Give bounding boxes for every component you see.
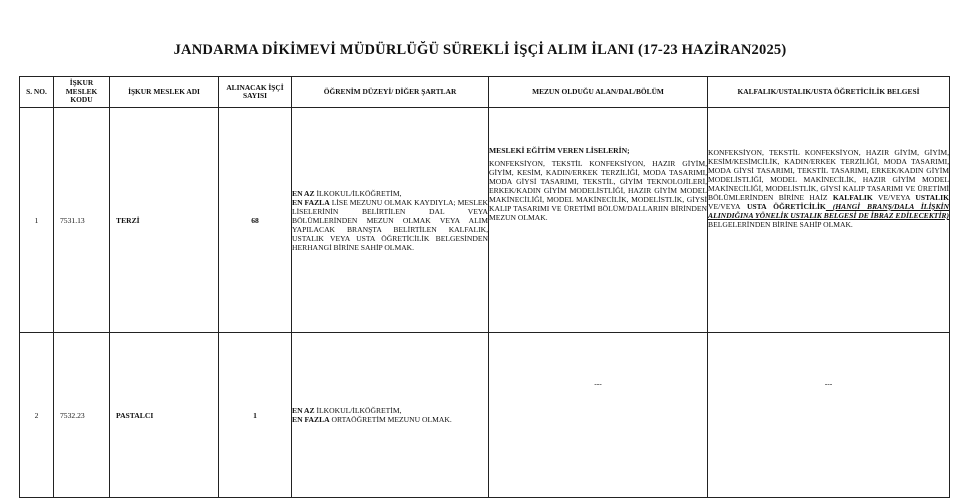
education-min-text: İLKOKUL/İLKÖĞRETİM,	[314, 406, 402, 415]
header-sno: S. NO.	[20, 77, 54, 108]
row-name: PASTALCI	[110, 333, 219, 498]
header-code: İŞKUR MESLEK KODU	[54, 77, 110, 108]
row-certificate	[708, 108, 950, 333]
document-title: JANDARMA DİKİMEVİ MÜDÜRLÜĞÜ SÜREKLİ İŞÇİ ALIM İLANI (17-23 HAZİRAN2025)	[173, 42, 787, 58]
certificate-text	[708, 148, 949, 229]
education-max-label: EN FAZLA	[292, 415, 330, 424]
certificate-tail: BELGELERİNDEN BİRİNE SAHİP OLMAK.	[708, 220, 853, 229]
row-sno: 2	[20, 333, 54, 498]
education-line-1	[292, 406, 488, 415]
header-graduation: MEZUN OLDUĞU ALAN/DAL/BÖLÜM	[489, 77, 708, 108]
row-name: TERZİ	[110, 108, 219, 333]
row-code: 7531.13	[54, 108, 110, 333]
header-name: İŞKUR MESLEK ADI	[110, 77, 219, 108]
certificate-usta-ogreticilik: USTA ÖĞRETİCİLİK	[746, 202, 826, 211]
education-min-label: EN AZ	[292, 406, 315, 415]
education-line-2	[292, 198, 488, 252]
row-count: 1	[219, 333, 292, 498]
job-posting-table	[19, 76, 950, 498]
row-graduation: ---	[489, 333, 708, 498]
header-education: ÖĞRENİM DÜZEYİ/ DİĞER ŞARTLAR	[292, 77, 489, 108]
certificate-conj-2: VE/VEYA	[708, 202, 747, 211]
certificate-note: (HANGİ BRANŞ/DALA İLİŞKİN ALINDIĞINA YÖNELİK USTALIK BELGESİ DE İBRAZ EDİLECEKTİR)	[708, 202, 949, 220]
row-count: 68	[219, 108, 292, 333]
row-certificate: ---	[708, 333, 950, 498]
education-max-text: ORTAÖĞRETİM MEZUNU OLMAK.	[329, 415, 452, 424]
row-education	[292, 108, 489, 333]
header-row	[20, 77, 950, 108]
header-count: ALINACAK İŞÇİ SAYISI	[219, 77, 292, 108]
row-code: 7532.23	[54, 333, 110, 498]
graduation-heading: MESLEKİ EĞİTİM VEREN LİSELERİN;	[489, 146, 630, 155]
certificate-ustalik: USTALIK	[915, 193, 949, 202]
education-max-text: LİSE MEZUNU OLMAK KAYDIYLA; MESLEK LİSELERİNİN BELİRTİLEN DAL VEYA BÖLÜMLERİNDEN MEZUN OLMAK VEYA ALIM YAPILACAK BRANŞTA BELİRTİLEN KALFALIK, USTALIK VEYA USTA ÖĞRETİCİLİK BELGESİNDEN HERHANGİ BİRİNE SAHİP OLMAK.	[292, 197, 488, 252]
certificate-conj-1: VE/VEYA	[872, 193, 916, 202]
row-sno: 1	[20, 108, 54, 333]
education-line-2	[292, 415, 488, 424]
certificate-kalfalik: KALFALIK	[832, 193, 873, 202]
education-min-text: İLKOKUL/İLKÖĞRETİM,	[314, 188, 402, 198]
row-education	[292, 333, 489, 498]
education-line-1	[292, 189, 488, 198]
row-graduation	[489, 108, 708, 333]
table-row	[20, 108, 950, 333]
table-row	[20, 333, 950, 498]
education-max-label: EN FAZLA	[292, 197, 330, 207]
header-certificate: KALFALIK/USTALIK/USTA ÖĞRETİCİLİK BELGESİ	[708, 77, 950, 108]
education-min-label: EN AZ	[292, 188, 315, 198]
graduation-body: KONFEKSİYON, TEKSTİL KONFEKSİYON, HAZIR GİYİM, GİYİM, KESİM, KADIN/ERKEK TERZİLİĞİ, MODA TASARIMI, MODA GİYSİ TASARIMI, TEKSTİL, GİYİM TEKNOLOJİLERİ, ERKEK/KADIN GİYİM MODELİSTLİĞİ, HAZIR GİYİM MODEL MAKİNECİLİĞİ, MODEL MAKİNECİLİK, MODELİSTLİK, GİYSİ KALIP TASARIMI VE ÜRETİMİ BÖLÜM/DALLARIIN BİRİNDEN MEZUN OLMAK.	[489, 159, 707, 222]
certificate-fields: KONFEKSİYON, TEKSTİL KONFEKSİYON, HAZIR GİYİM, GİYİM, KESİM/KESİMCİLİK, KADIN/ERKEK TERZİLİĞİ, MODA TASARIMI, MODA GİYSİ TASARIMI, TEKSTİL TASARIMI, ERKEK/KADIN GİYİM MODELİSTLİĞİ, MODEL MAKİNECİLİK, HAZIR GİYİM MODEL MAKİNECİLİĞİ, MODELİSTLİK, GİYSİ KALIP TASARIMI VE ÜRETİMİ BÖLÜMLERİNDEN BİRİNE HAİZ	[708, 148, 949, 202]
